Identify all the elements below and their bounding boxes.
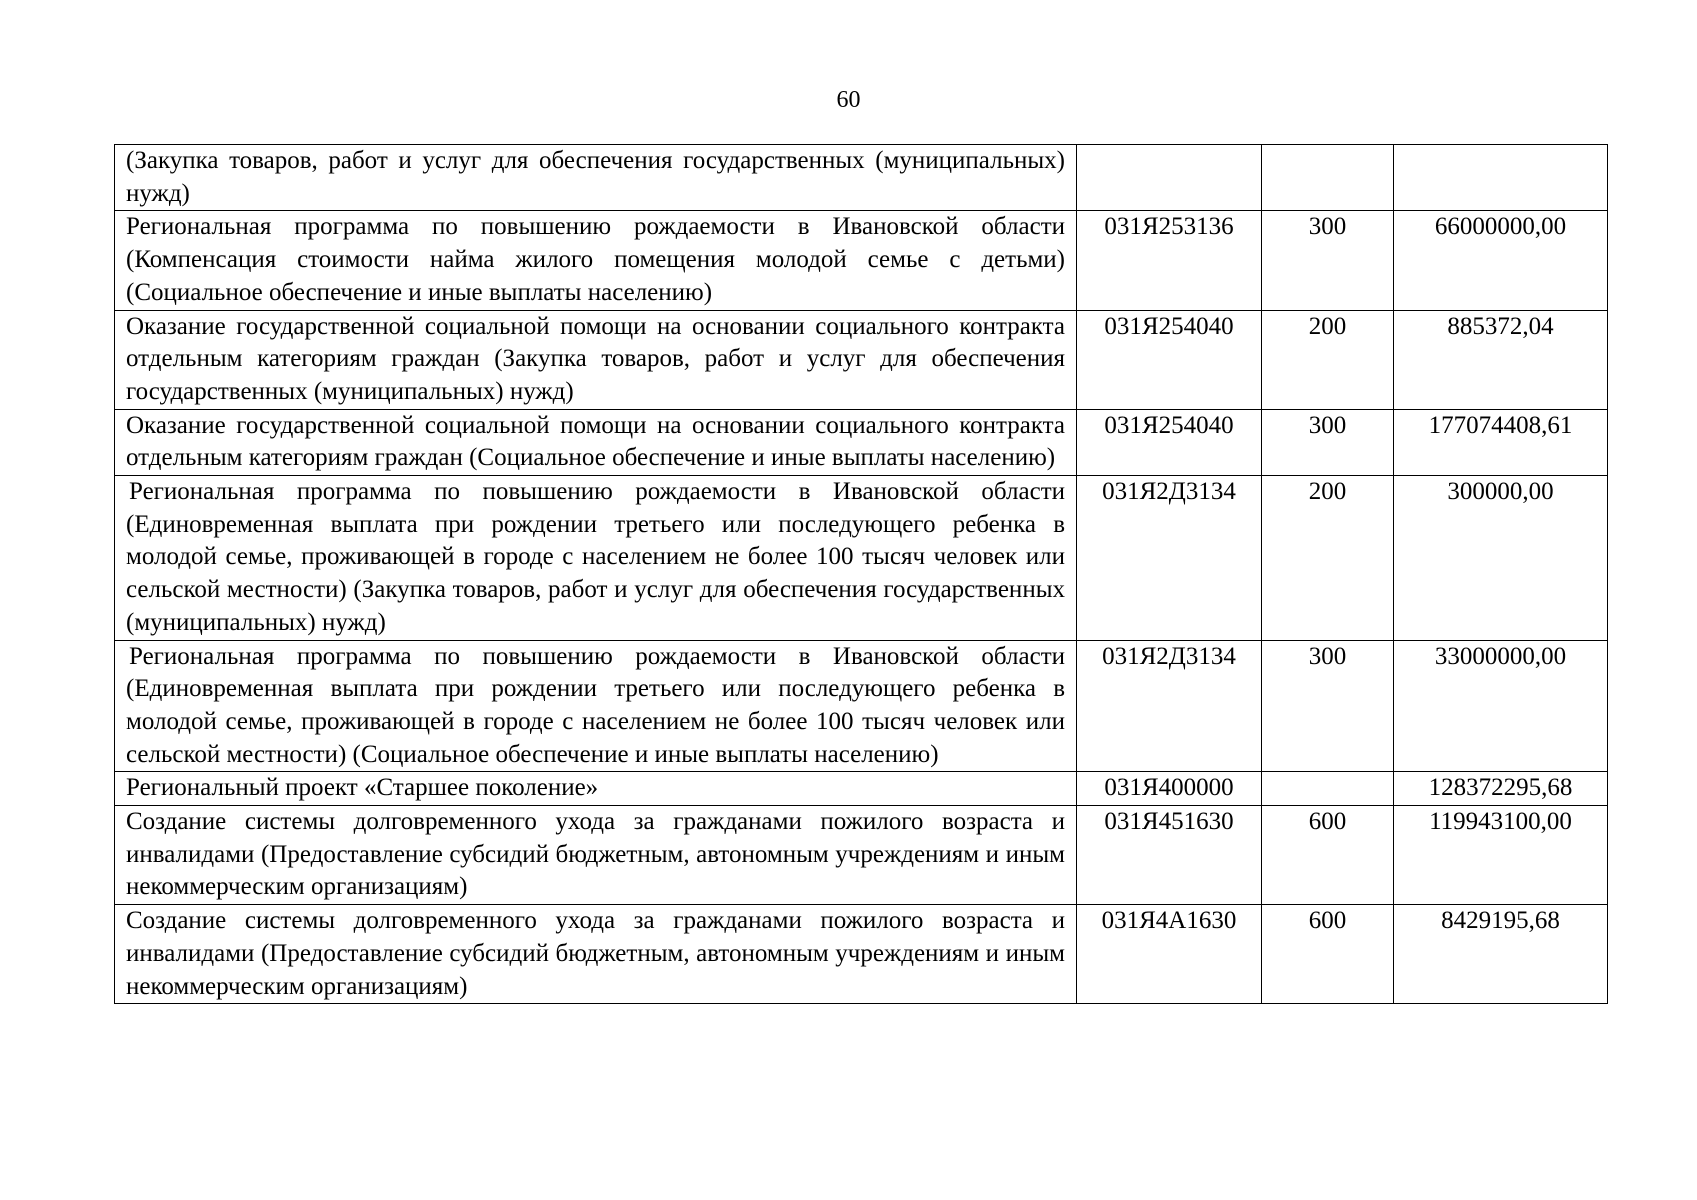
row-amount: 119943100,00	[1394, 806, 1608, 905]
row-amount: 66000000,00	[1394, 211, 1608, 310]
row-description: Создание системы долговременного ухода за гражданами пожилого возраста и инвалидами (Предоставление субсидий бюджетным, автономным учреждениям и иным некоммерческим организациям)	[115, 905, 1077, 1004]
row-description: Региональная программа по повышению рождаемости в Ивановской области (Единовременная выплата при рождении третьего или последующего ребенка в молодой семье, проживающей в городе с населением не более 100 тысяч человек или сельской местности) (Закупка товаров, работ и услуг для обеспечения государственных (муниципальных) нужд)	[115, 476, 1077, 641]
row-description: Оказание государственной социальной помощи на основании социального контракта отдельным категориям граждан (Закупка товаров, работ и услуг для обеспечения государственных (муниципальных) нужд)	[115, 310, 1077, 409]
row-amount: 177074408,61	[1394, 409, 1608, 475]
row-amount: 300000,00	[1394, 476, 1608, 641]
row-description: Региональная программа по повышению рождаемости в Ивановской области (Компенсация стоимости найма жилого помещения молодой семье с детьми) (Социальное обеспечение и иные выплаты населению)	[115, 211, 1077, 310]
row-target-code: 031Я254040	[1077, 409, 1262, 475]
row-amount: 33000000,00	[1394, 640, 1608, 772]
budget-table	[114, 144, 1608, 1004]
row-target-code: 031Я2Д3134	[1077, 476, 1262, 641]
row-expense-type: 600	[1262, 806, 1394, 905]
row-target-code: 031Я4А1630	[1077, 905, 1262, 1004]
table-row	[115, 145, 1608, 211]
row-expense-type	[1262, 772, 1394, 806]
row-expense-type: 300	[1262, 409, 1394, 475]
row-target-code	[1077, 145, 1262, 211]
table-row	[115, 772, 1608, 806]
row-target-code: 031Я254040	[1077, 310, 1262, 409]
table-row	[115, 476, 1608, 641]
row-description: Создание системы долговременного ухода за гражданами пожилого возраста и инвалидами (Предоставление субсидий бюджетным, автономным учреждениям и иным некоммерческим организациям)	[115, 806, 1077, 905]
row-expense-type: 300	[1262, 211, 1394, 310]
row-target-code: 031Я400000	[1077, 772, 1262, 806]
row-amount	[1394, 145, 1608, 211]
row-amount: 8429195,68	[1394, 905, 1608, 1004]
row-expense-type: 300	[1262, 640, 1394, 772]
row-amount: 885372,04	[1394, 310, 1608, 409]
table-row	[115, 905, 1608, 1004]
row-amount: 128372295,68	[1394, 772, 1608, 806]
row-target-code: 031Я253136	[1077, 211, 1262, 310]
row-target-code: 031Я451630	[1077, 806, 1262, 905]
row-expense-type	[1262, 145, 1394, 211]
row-description: Оказание государственной социальной помощи на основании социального контракта отдельным категориям граждан (Социальное обеспечение и иные выплаты населению)	[115, 409, 1077, 475]
row-expense-type: 200	[1262, 476, 1394, 641]
row-description: (Закупка товаров, работ и услуг для обеспечения государственных (муниципальных) нужд)	[115, 145, 1077, 211]
row-target-code: 031Я2Д3134	[1077, 640, 1262, 772]
table-row	[115, 409, 1608, 475]
row-expense-type: 200	[1262, 310, 1394, 409]
row-description: Региональный проект «Старшее поколение»	[115, 772, 1077, 806]
table-row	[115, 640, 1608, 772]
row-description: Региональная программа по повышению рождаемости в Ивановской области (Единовременная выплата при рождении третьего или последующего ребенка в молодой семье, проживающей в городе с населением не более 100 тысяч человек или сельской местности) (Социальное обеспечение и иные выплаты населению)	[115, 640, 1077, 772]
table-row	[115, 310, 1608, 409]
table-row	[115, 806, 1608, 905]
page-number: 60	[836, 87, 861, 113]
row-expense-type: 600	[1262, 905, 1394, 1004]
table-row	[115, 211, 1608, 310]
